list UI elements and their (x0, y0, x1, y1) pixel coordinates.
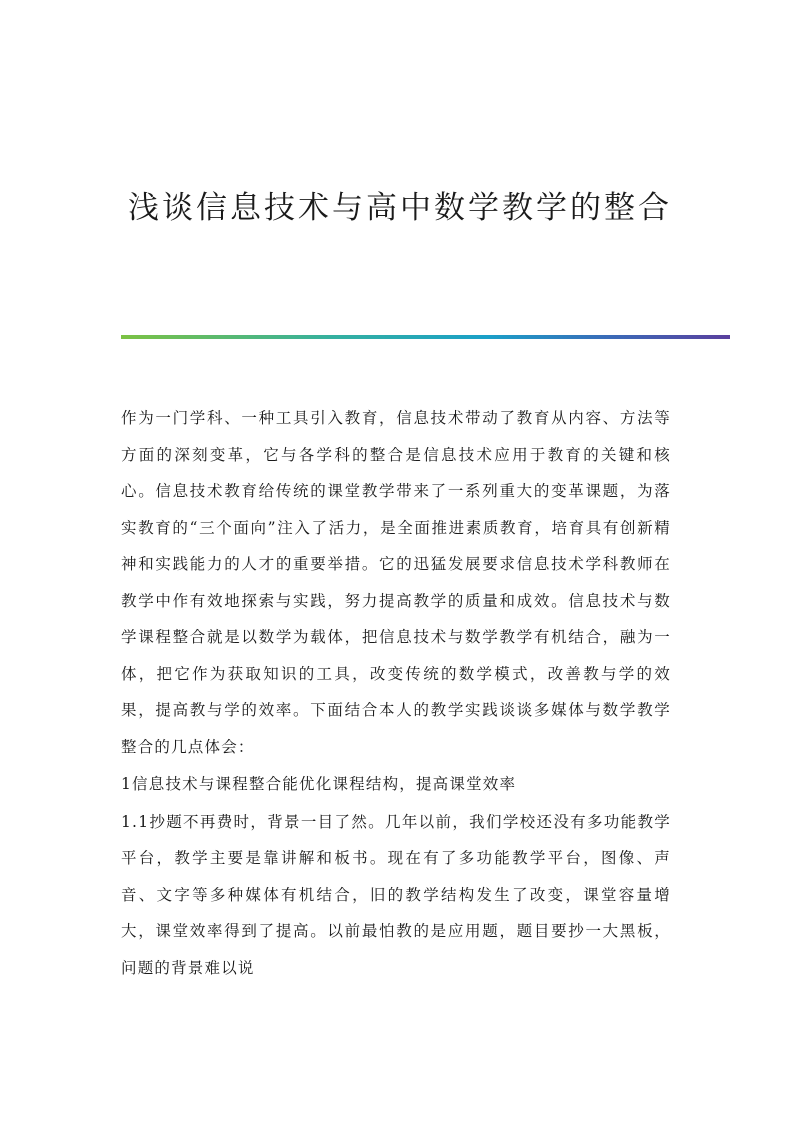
document-body (121, 400, 671, 987)
document-title: 浅谈信息技术与高中数学教学的整合 (128, 190, 672, 226)
section-heading-1: 1信息技术与课程整合能优化课程结构，提高课堂效率 (121, 775, 517, 793)
body-paragraph-intro: 作为一门学科、一种工具引入教育，信息技术带动了教育从内容、方法等方面的深刻变革，它与各学科的整合是信息技术应用于教育的关键和核心。信息技术教育给传统的课堂教学带来了一系列重大的变革课题，为落实教育的“三个面向”注入了活力，是全面推进素质教育，培育具有创新精神和实践能力的人才的重要举措。它的迅猛发展要求信息技术学科教师在教学中作有效地探索与实践，努力提高教学的质量和成效。信息技术与数学课程整合就是以数学为载体，把信息技术与数学教学有机结合，融为一体，把它作为获取知识的工具，改变传统的数学模式，改善教与学的效果，提高教与学的效率。下面结合本人的教学实践谈谈多媒体与数学教学整合的几点体会： (121, 409, 671, 756)
body-paragraph-1-1: 1.1抄题不再费时，背景一目了然。几年以前，我们学校还没有多功能教学平台，教学主要是靠讲解和板书。现在有了多功能教学平台，图像、声音、文字等多种媒体有机结合，旧的教学结构发生了改变，课堂容量增大，课堂效率得到了提高。以前最怕教的是应用题，题目要抄一大黑板，问题的背景难以说 (121, 812, 671, 977)
title-divider (121, 335, 730, 339)
